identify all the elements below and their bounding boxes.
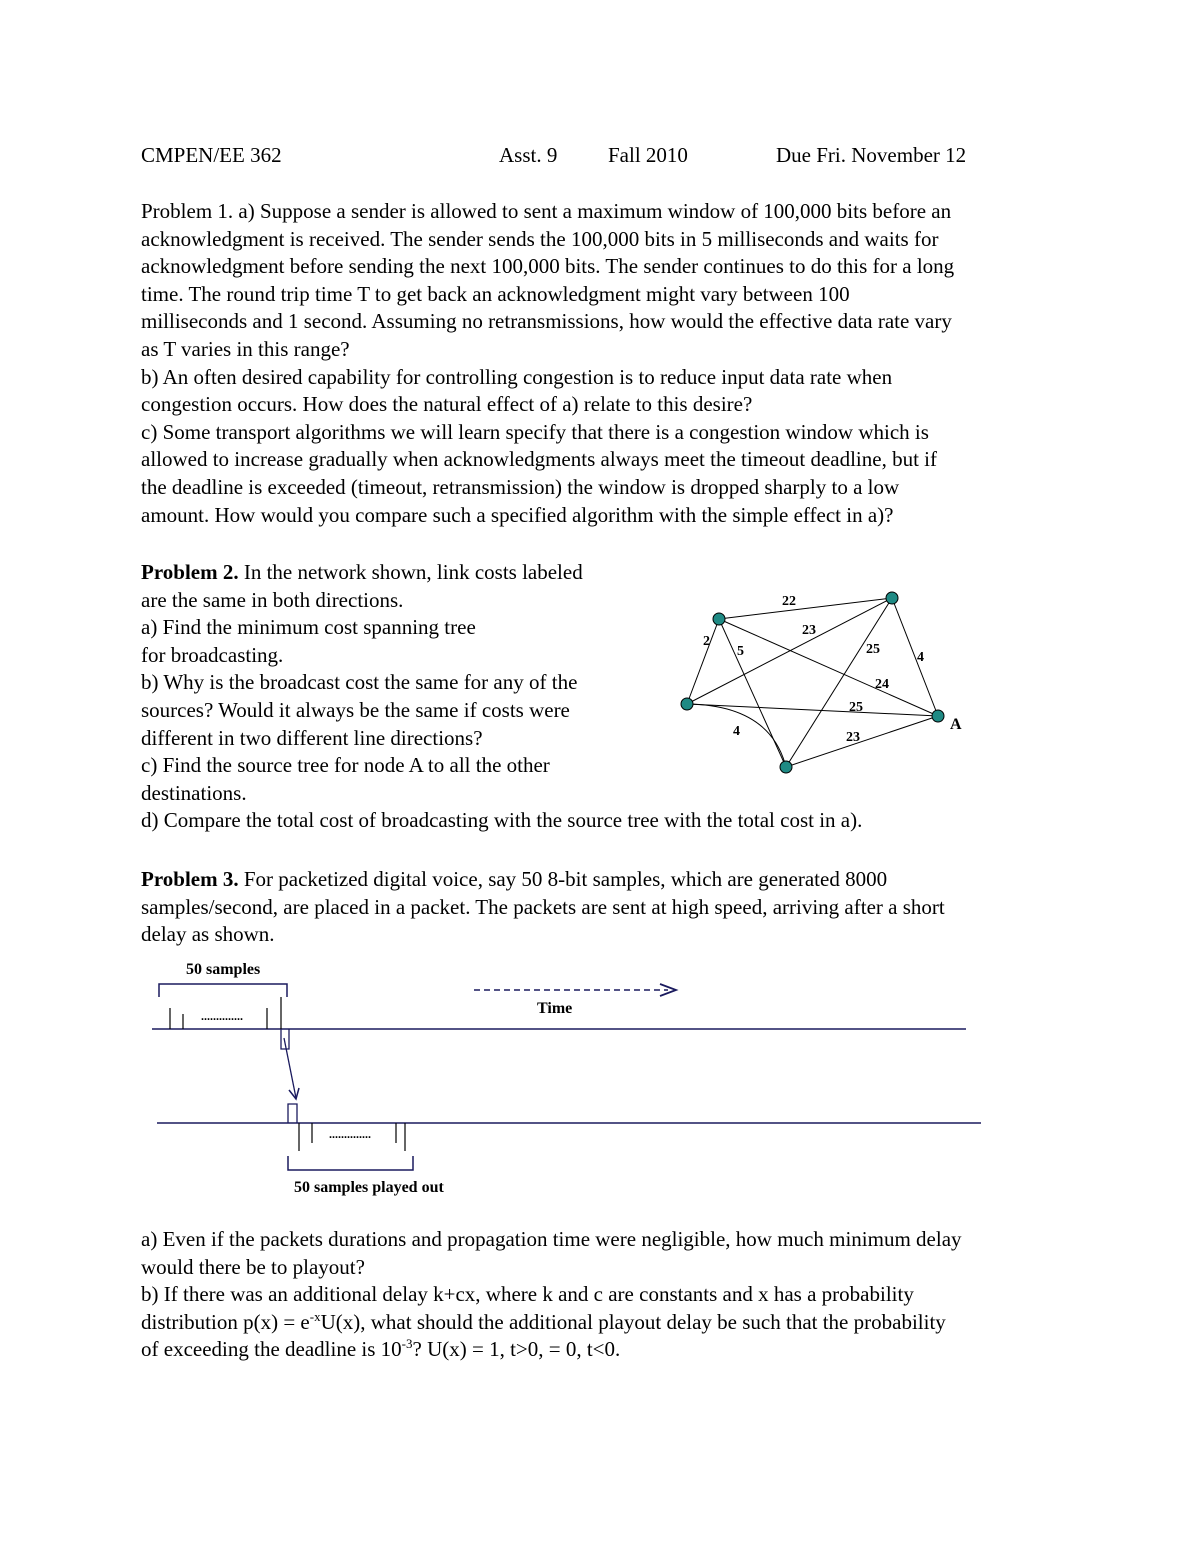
playout-ellipsis: .............. bbox=[329, 1127, 371, 1141]
problem-1-line: acknowledgment is received. The sender sends the 100,000 bits in 5 milliseconds and waits for bbox=[141, 226, 939, 251]
playout-bracket bbox=[288, 1156, 413, 1170]
network-nodes bbox=[681, 592, 944, 773]
due-date: Due Fri. November 12 bbox=[776, 143, 967, 167]
problem-2-intro: In the network shown, link costs labeled bbox=[238, 560, 583, 584]
problem-2-line: c) Find the source tree for node A to all the other bbox=[141, 753, 550, 778]
problem-3-question: a) Even if the packets durations and propagation time were negligible, how much minimum delay bbox=[141, 1227, 962, 1251]
problem-2-line: d) Compare the total cost of broadcasting with the source tree with the total cost in a). bbox=[141, 808, 863, 833]
link-cost-label: 25 bbox=[866, 642, 880, 657]
problem-3-question: would there be to playout? bbox=[141, 1254, 365, 1279]
problem-1-line: allowed to increase gradually when acknowledgments always meet the timeout deadline, but if bbox=[141, 447, 937, 472]
link-cost-label: 2 bbox=[703, 634, 710, 649]
problem-1-line: b) An often desired capability for controlling congestion is to reduce input data rate when bbox=[141, 364, 893, 389]
time-label: Time bbox=[537, 1000, 573, 1017]
problem-1-line: the deadline is exceeded (timeout, retransmission) the window is dropped sharply to a low bbox=[141, 474, 900, 499]
link bbox=[719, 619, 786, 767]
network-node-a bbox=[932, 710, 944, 722]
played-out-label: 50 samples played out bbox=[294, 1179, 444, 1196]
delay-arrow bbox=[284, 1038, 296, 1098]
problem-1-line: time. The round trip time T to get back an acknowledgment might vary between 100 bbox=[141, 281, 850, 306]
problem-3-questions bbox=[141, 1226, 1071, 1364]
node-a-label: A bbox=[950, 716, 962, 733]
timing-labels bbox=[186, 961, 572, 1196]
network-node bbox=[681, 698, 693, 710]
problem-2-line: a) Find the minimum cost spanning tree bbox=[141, 615, 476, 640]
link-cost-label: 23 bbox=[846, 730, 860, 745]
samples-label: 50 samples bbox=[186, 961, 261, 978]
problem-3-question: of exceeding the deadline is $10^{-3}$? U(x) = 1, t>0, = 0, t<0. bbox=[141, 1336, 621, 1362]
network-node bbox=[886, 592, 898, 604]
link-cost-label: 5 bbox=[737, 644, 744, 659]
network-diagram bbox=[670, 585, 970, 785]
link bbox=[719, 619, 938, 716]
problem-1-line: congestion occurs. How does the natural effect of a) relate to this desire? bbox=[141, 392, 753, 417]
problem-1-line: c) Some transport algorithms we will learn specify that there is a congestion window which is bbox=[141, 419, 929, 444]
link bbox=[719, 598, 892, 619]
samples-ellipsis: .............. bbox=[201, 1009, 243, 1023]
problem-1-line: milliseconds and 1 second. Assuming no retransmissions, how would the effective data rate vary bbox=[141, 309, 952, 334]
link bbox=[687, 704, 938, 716]
problem-3-intro: For packetized digital voice, say 50 8-bit samples, which are generated 8000 bbox=[238, 867, 888, 891]
network-node bbox=[713, 613, 725, 625]
problem-3 bbox=[141, 866, 1071, 949]
problem-3-heading: Problem 3. bbox=[141, 867, 239, 891]
problem-2-line: different in two different line directions? bbox=[141, 725, 483, 750]
network-node bbox=[780, 761, 792, 773]
problem-3-line: samples/second, are placed in a packet. The packets are sent at high speed, arriving after a short bbox=[141, 894, 945, 919]
problem-1-line: as T varies in this range? bbox=[141, 336, 350, 361]
link bbox=[687, 619, 719, 704]
problem-1-line: amount. How would you compare such a specified algorithm with the simple effect in a)? bbox=[141, 502, 894, 527]
problem-3-question: distribution $p(x) = e^{-x}U(x)$, what should the additional playout delay be such that the probability bbox=[141, 1308, 946, 1334]
link-cost-label: 22 bbox=[782, 594, 796, 609]
link-cost-label: 24 bbox=[875, 677, 889, 692]
problem-2-line: sources? Would it always be the same if costs were bbox=[141, 697, 570, 722]
problem-1-line: Problem 1. a) Suppose a sender is allowed to sent a maximum window of 100,000 bits before an bbox=[141, 199, 952, 223]
problem-2-line: are the same in both directions. bbox=[141, 587, 404, 612]
link bbox=[786, 716, 938, 767]
problem-3-line: delay as shown. bbox=[141, 922, 275, 947]
problem-2-heading: Problem 2. bbox=[141, 560, 239, 584]
problem-1-line: acknowledgment before sending the next 100,000 bits. The sender continues to do this for a long bbox=[141, 254, 955, 279]
problem-2-line: b) Why is the broadcast cost the same for any of the bbox=[141, 670, 578, 695]
problem-2-line: destinations. bbox=[141, 780, 247, 805]
term: Fall 2010 bbox=[608, 143, 688, 167]
link-cost-label: 4 bbox=[733, 724, 740, 739]
problem-1 bbox=[141, 198, 1071, 529]
packet-timing-diagram bbox=[145, 955, 995, 1200]
course-number: CMPEN/EE 362 bbox=[141, 143, 282, 167]
received-packet bbox=[288, 1104, 297, 1123]
problem-2-line: for broadcasting. bbox=[141, 642, 284, 667]
problem-3-question: b) If there was an additional delay k+cx, where k and c are constants and x has a probability bbox=[141, 1282, 914, 1307]
assignment-number: Asst. 9 bbox=[499, 143, 558, 167]
link-cost-label: 25 bbox=[849, 700, 863, 715]
samples-bracket bbox=[159, 984, 287, 997]
link-cost-label: 23 bbox=[802, 623, 816, 638]
link-cost-label: 4 bbox=[917, 650, 924, 665]
